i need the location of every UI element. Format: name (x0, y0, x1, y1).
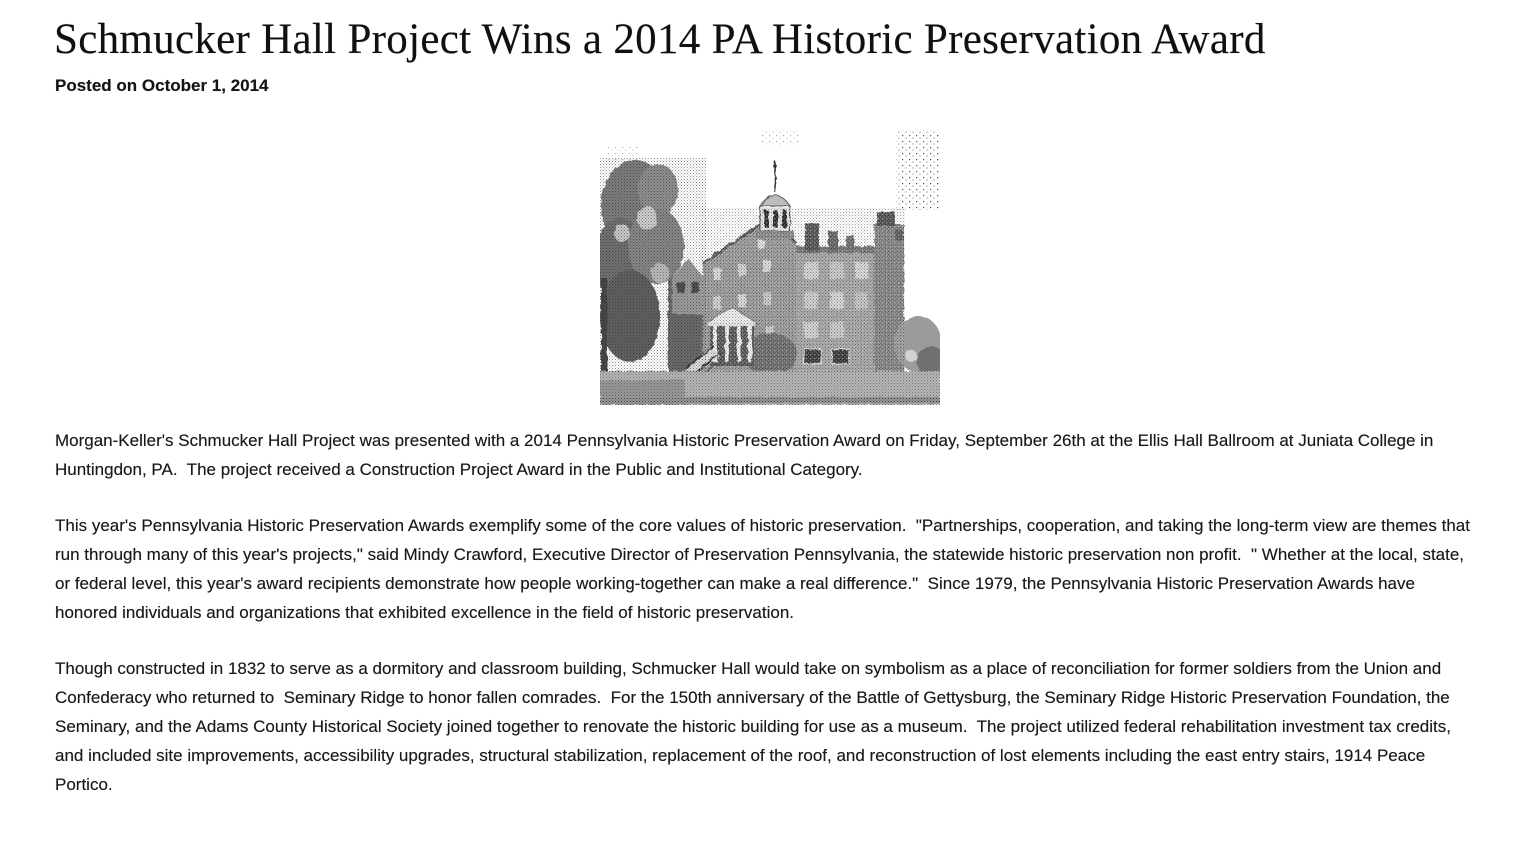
article-photo (600, 128, 940, 405)
paragraph: Though constructed in 1832 to serve as a dormitory and classroom building, Schmucker Hall would take on symbolism as a place of reconciliation for former soldiers from the Union and Confederacy who returned to Seminary Ridge to honor fallen comrades. For the 150th anniversary of the Battle of Gettysburg, the Seminary Ridge Historic Preservation Foundation, the Seminary, and the Adams County Historical Society joined together to renovate the historic building for use as a museum. The project utilized federal rehabilitation investment tax credits, and included site improvements, accessibility upgrades, structural stabilization, replacement of the roof, and reconstruction of lost elements including the east entry stairs, 1914 Peace Portico. (55, 659, 1456, 794)
schmucker-hall-photo (600, 128, 940, 405)
article-body (55, 426, 1477, 826)
page-title: Schmucker Hall Project Wins a 2014 PA Historic Preservation Award (54, 16, 1266, 63)
dither-texture (600, 130, 940, 405)
posted-date: Posted on October 1, 2014 (55, 76, 269, 95)
paragraph: Morgan-Keller's Schmucker Hall Project was presented with a 2014 Pennsylvania Historic Preservation Award on Friday, September 26th at the Ellis Hall Ballroom at Juniata College in Huntingdon, PA. The project received a Construction Project Award in the Public and Institutional Category. (55, 431, 1439, 479)
paragraph: This year's Pennsylvania Historic Preservation Awards exemplify some of the core values of historic preservation. "Partnerships, cooperation, and taking the long-term view are themes that run through many of this year's projects," said Mindy Crawford, Executive Director of Preservation Pennsylvania, the statewide historic preservation non profit. " Whether at the local, state, or federal level, this year's award recipients demonstrate how people working-together can make a real difference." Since 1979, the Pennsylvania Historic Preservation Awards have honored individuals and organizations that exhibited excellence in the field of historic preservation. (55, 516, 1475, 622)
